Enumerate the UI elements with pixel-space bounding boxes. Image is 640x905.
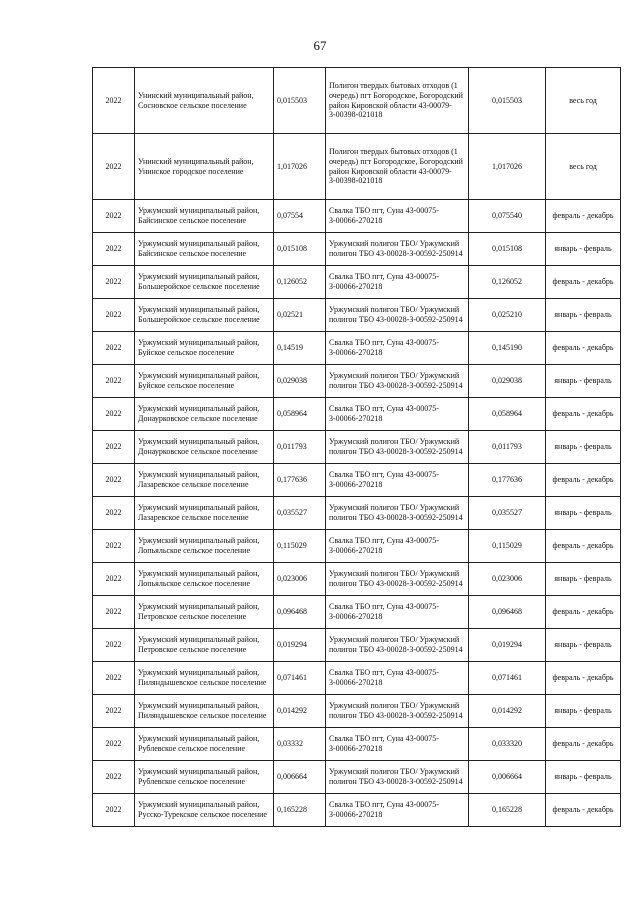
value-cell: 0,015503: [469, 68, 546, 134]
district-cell: Уржумский муниципальный район, Лопьяльское сельское поселение: [135, 530, 274, 563]
landfill-cell: Свалка ТБО пгт, Суна 43-00075-З-00066-270218: [326, 794, 469, 827]
table-row: [93, 398, 621, 431]
district-cell: Уржумский муниципальный район, Донаурковское сельское поселение: [135, 431, 274, 464]
table-row: [93, 596, 621, 629]
period-cell: январь - февраль: [546, 695, 621, 728]
district-cell: Уржумский муниципальный район, Русско-Турекское сельское поселение: [135, 794, 274, 827]
amount-cell: 0,023006: [274, 563, 326, 596]
landfill-cell: Свалка ТБО пгт, Суна 43-00075-З-00066-270218: [326, 332, 469, 365]
landfill-cell: Уржумский полигон ТБО/ Уржумский полигон ТБО 43-00028-З-00592-250914: [326, 299, 469, 332]
landfill-cell: Свалка ТБО пгт, Суна 43-00075-З-00066-270218: [326, 200, 469, 233]
year-cell: 2022: [93, 563, 135, 596]
district-cell: Уржумский муниципальный район, Рублевское сельское поселение: [135, 761, 274, 794]
value-cell: 0,075540: [469, 200, 546, 233]
table-row: [93, 563, 621, 596]
year-cell: 2022: [93, 497, 135, 530]
period-cell: февраль - декабрь: [546, 332, 621, 365]
period-cell: февраль - декабрь: [546, 794, 621, 827]
table-row: [93, 761, 621, 794]
year-cell: 2022: [93, 134, 135, 200]
value-cell: 0,019294: [469, 629, 546, 662]
landfill-cell: Свалка ТБО пгт, Суна 43-00075-З-00066-270218: [326, 266, 469, 299]
table-row: [93, 134, 621, 200]
value-cell: 0,006664: [469, 761, 546, 794]
landfill-cell: Свалка ТБО пгт, Суна 43-00075-З-00066-270218: [326, 464, 469, 497]
landfill-cell: Свалка ТБО пгт, Суна 43-00075-З-00066-270218: [326, 530, 469, 563]
amount-cell: 0,14519: [274, 332, 326, 365]
table-row: [93, 365, 621, 398]
value-cell: 0,145190: [469, 332, 546, 365]
amount-cell: 0,015503: [274, 68, 326, 134]
value-cell: 0,096468: [469, 596, 546, 629]
amount-cell: 0,126052: [274, 266, 326, 299]
year-cell: 2022: [93, 530, 135, 563]
period-cell: январь - февраль: [546, 761, 621, 794]
amount-cell: 0,115029: [274, 530, 326, 563]
landfill-cell: Уржумский полигон ТБО/ Уржумский полигон ТБО 43-00028-З-00592-250914: [326, 431, 469, 464]
year-cell: 2022: [93, 629, 135, 662]
amount-cell: 0,03332: [274, 728, 326, 761]
landfill-cell: Свалка ТБО пгт, Суна 43-00075-З-00066-270218: [326, 398, 469, 431]
amount-cell: 0,019294: [274, 629, 326, 662]
amount-cell: 0,015108: [274, 233, 326, 266]
value-cell: 0,177636: [469, 464, 546, 497]
year-cell: 2022: [93, 695, 135, 728]
district-cell: Уржумский муниципальный район, Петровское сельское поселение: [135, 596, 274, 629]
landfill-cell: Уржумский полигон ТБО/ Уржумский полигон ТБО 43-00028-З-00592-250914: [326, 563, 469, 596]
amount-cell: 0,096468: [274, 596, 326, 629]
period-cell: январь - февраль: [546, 563, 621, 596]
year-cell: 2022: [93, 596, 135, 629]
page-number: 67: [313, 38, 327, 53]
table-row: [93, 233, 621, 266]
table-row: [93, 464, 621, 497]
landfill-cell: Уржумский полигон ТБО/ Уржумский полигон ТБО 43-00028-З-00592-250914: [326, 497, 469, 530]
year-cell: 2022: [93, 266, 135, 299]
period-cell: февраль - декабрь: [546, 530, 621, 563]
table-row: [93, 68, 621, 134]
district-cell: Уржумский муниципальный район, Петровское сельское поселение: [135, 629, 274, 662]
value-cell: 0,015108: [469, 233, 546, 266]
district-cell: Уржумский муниципальный район, Донаурковское сельское поселение: [135, 398, 274, 431]
district-cell: Уржумский муниципальный район, Большеройское сельское поселение: [135, 299, 274, 332]
landfill-cell: Полигон твердых бытовых отходов (1 очередь) пгт Богородское, Богородский район Кировской области 43-00079-З-00398-021018: [326, 68, 469, 134]
year-cell: 2022: [93, 398, 135, 431]
amount-cell: 0,165228: [274, 794, 326, 827]
year-cell: 2022: [93, 299, 135, 332]
year-cell: 2022: [93, 464, 135, 497]
period-cell: весь год: [546, 134, 621, 200]
district-cell: Уржумский муниципальный район, Лопьяльское сельское поселение: [135, 563, 274, 596]
amount-cell: 0,006664: [274, 761, 326, 794]
district-cell: Уржумский муниципальный район, Байсинское сельское поселение: [135, 200, 274, 233]
landfill-cell: Полигон твердых бытовых отходов (1 очередь) пгт Богородское, Богородский район Кировской области 43-00079-З-00398-021018: [326, 134, 469, 200]
year-cell: 2022: [93, 68, 135, 134]
value-cell: 0,035527: [469, 497, 546, 530]
landfill-cell: Уржумский полигон ТБО/ Уржумский полигон ТБО 43-00028-З-00592-250914: [326, 761, 469, 794]
table-row: [93, 794, 621, 827]
amount-cell: 1,017026: [274, 134, 326, 200]
district-cell: Унинский муниципальный район, Сосновское сельское поселение: [135, 68, 274, 134]
period-cell: февраль - декабрь: [546, 662, 621, 695]
amount-cell: 0,071461: [274, 662, 326, 695]
value-cell: 1,017026: [469, 134, 546, 200]
district-cell: Уржумский муниципальный район, Буйское сельское поселение: [135, 365, 274, 398]
period-cell: январь - февраль: [546, 365, 621, 398]
landfill-cell: Уржумский полигон ТБО/ Уржумский полигон ТБО 43-00028-З-00592-250914: [326, 629, 469, 662]
landfill-cell: Уржумский полигон ТБО/ Уржумский полигон ТБО 43-00028-З-00592-250914: [326, 233, 469, 266]
value-cell: 0,023006: [469, 563, 546, 596]
period-cell: январь - февраль: [546, 233, 621, 266]
value-cell: 0,126052: [469, 266, 546, 299]
period-cell: февраль - декабрь: [546, 596, 621, 629]
period-cell: февраль - декабрь: [546, 728, 621, 761]
value-cell: 0,029038: [469, 365, 546, 398]
period-cell: февраль - декабрь: [546, 398, 621, 431]
period-cell: январь - февраль: [546, 431, 621, 464]
table-row: [93, 299, 621, 332]
year-cell: 2022: [93, 365, 135, 398]
waste-table: [92, 67, 621, 827]
value-cell: 0,033320: [469, 728, 546, 761]
amount-cell: 0,058964: [274, 398, 326, 431]
table-row: [93, 431, 621, 464]
landfill-cell: Уржумский полигон ТБО/ Уржумский полигон ТБО 43-00028-З-00592-250914: [326, 695, 469, 728]
amount-cell: 0,177636: [274, 464, 326, 497]
value-cell: 0,014292: [469, 695, 546, 728]
table-row: [93, 629, 621, 662]
year-cell: 2022: [93, 233, 135, 266]
year-cell: 2022: [93, 431, 135, 464]
period-cell: январь - февраль: [546, 629, 621, 662]
table-row: [93, 266, 621, 299]
amount-cell: 0,035527: [274, 497, 326, 530]
amount-cell: 0,014292: [274, 695, 326, 728]
table-row: [93, 695, 621, 728]
year-cell: 2022: [93, 332, 135, 365]
value-cell: 0,071461: [469, 662, 546, 695]
landfill-cell: Уржумский полигон ТБО/ Уржумский полигон ТБО 43-00028-З-00592-250914: [326, 365, 469, 398]
amount-cell: 0,029038: [274, 365, 326, 398]
district-cell: Унинский муниципальный район, Унинское городское поселение: [135, 134, 274, 200]
table-row: [93, 530, 621, 563]
district-cell: Уржумский муниципальный район, Лазаревское сельское поселение: [135, 497, 274, 530]
year-cell: 2022: [93, 662, 135, 695]
year-cell: 2022: [93, 200, 135, 233]
district-cell: Уржумский муниципальный район, Рублевское сельское поселение: [135, 728, 274, 761]
district-cell: Уржумский муниципальный район, Буйское сельское поселение: [135, 332, 274, 365]
value-cell: 0,165228: [469, 794, 546, 827]
period-cell: февраль - декабрь: [546, 200, 621, 233]
table-row: [93, 332, 621, 365]
period-cell: январь - февраль: [546, 299, 621, 332]
value-cell: 0,011793: [469, 431, 546, 464]
value-cell: 0,058964: [469, 398, 546, 431]
year-cell: 2022: [93, 728, 135, 761]
table-row: [93, 200, 621, 233]
district-cell: Уржумский муниципальный район, Пиляндышевское сельское поселение: [135, 662, 274, 695]
period-cell: февраль - декабрь: [546, 266, 621, 299]
amount-cell: 0,07554: [274, 200, 326, 233]
landfill-cell: Свалка ТБО пгт, Суна 43-00075-З-00066-270218: [326, 728, 469, 761]
year-cell: 2022: [93, 761, 135, 794]
year-cell: 2022: [93, 794, 135, 827]
district-cell: Уржумский муниципальный район, Большеройское сельское поселение: [135, 266, 274, 299]
value-cell: 0,115029: [469, 530, 546, 563]
period-cell: февраль - декабрь: [546, 464, 621, 497]
district-cell: Уржумский муниципальный район, Пиляндышевское сельское поселение: [135, 695, 274, 728]
amount-cell: 0,011793: [274, 431, 326, 464]
value-cell: 0,025210: [469, 299, 546, 332]
amount-cell: 0,02521: [274, 299, 326, 332]
district-cell: Уржумский муниципальный район, Байсинское сельское поселение: [135, 233, 274, 266]
table-row: [93, 662, 621, 695]
landfill-cell: Свалка ТБО пгт, Суна 43-00075-З-00066-270218: [326, 662, 469, 695]
period-cell: январь - февраль: [546, 497, 621, 530]
table-row: [93, 728, 621, 761]
table-row: [93, 497, 621, 530]
landfill-cell: Свалка ТБО пгт, Суна 43-00075-З-00066-270218: [326, 596, 469, 629]
district-cell: Уржумский муниципальный район, Лазаревское сельское поселение: [135, 464, 274, 497]
period-cell: весь год: [546, 68, 621, 134]
